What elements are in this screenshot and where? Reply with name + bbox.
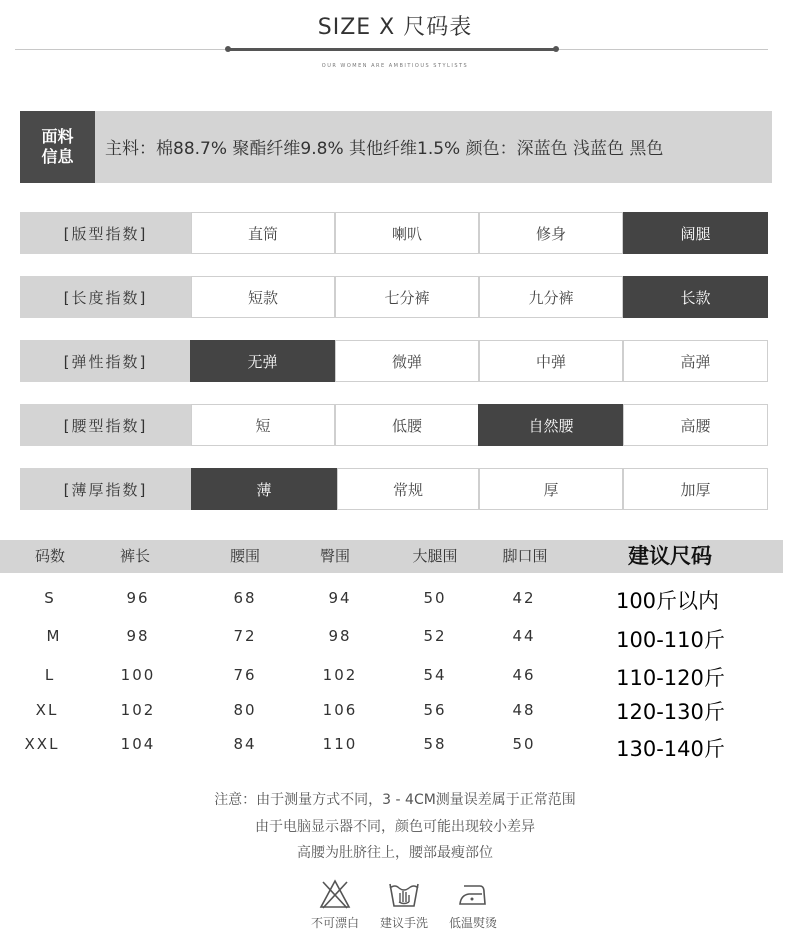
- index-label: [版型指数]: [20, 212, 191, 254]
- table-cell: 104: [120, 735, 156, 753]
- note-line: 注意：由于测量方式不同，3 - 4CM测量误差属于正常范围: [214, 792, 576, 808]
- hand-wash-icon: [387, 878, 421, 910]
- index-option[interactable]: 加厚: [623, 468, 768, 510]
- low-iron-icon: [456, 878, 490, 910]
- table-cell: 94: [328, 589, 352, 607]
- table-cell: 46: [512, 666, 536, 684]
- page-subtitle: OUR WOMEN ARE AMBITIOUS STYLISTS: [321, 63, 469, 69]
- index-option[interactable]: 无弹: [190, 340, 335, 382]
- table-cell: 98: [126, 627, 150, 645]
- table-cell: 110: [322, 735, 358, 753]
- table-cell: 72: [233, 627, 257, 645]
- fabric-label: [20, 111, 95, 183]
- table-cell: 96: [126, 589, 150, 607]
- index-option[interactable]: 喇叭: [335, 212, 479, 254]
- index-option[interactable]: 厚: [479, 468, 623, 510]
- index-option[interactable]: 薄: [191, 468, 337, 510]
- fabric-composition: 主料：棉88.7% 聚酯纤维9.8% 其他纤维1.5% 颜色：深蓝色 浅蓝色 黑色: [105, 139, 664, 159]
- note-line: 高腰为肚脐往上，腰部最瘦部位: [297, 845, 493, 861]
- index-option[interactable]: 阔腿: [623, 212, 768, 254]
- table-cell: 50: [423, 589, 447, 607]
- care-item-low-iron: [438, 878, 508, 931]
- fabric-label-line1: 面料: [41, 127, 74, 146]
- table-cell: 48: [512, 701, 536, 719]
- index-option[interactable]: 常规: [337, 468, 479, 510]
- size-table-header-cell: 建议尺码: [628, 544, 712, 568]
- table-cell: 52: [423, 627, 447, 645]
- table-cell: 84: [233, 735, 257, 753]
- table-cell: 98: [328, 627, 352, 645]
- size-table-header-cell: 裤长: [119, 547, 150, 565]
- recommended-size: 110-120斤: [616, 666, 725, 690]
- table-cell: 44: [512, 627, 536, 645]
- fabric-label-line2: 信息: [41, 147, 74, 166]
- table-cell: 100: [120, 666, 156, 684]
- size-table-header-cell: 脚口围: [502, 547, 548, 565]
- table-cell: 102: [322, 666, 358, 684]
- table-cell: 42: [512, 589, 536, 607]
- table-cell: 50: [512, 735, 536, 753]
- table-cell: 68: [233, 589, 257, 607]
- table-cell: XL: [35, 701, 59, 719]
- recommended-size: 100斤以内: [615, 589, 720, 613]
- index-option[interactable]: 自然腰: [478, 404, 624, 446]
- care-item-hand-wash: [369, 878, 439, 931]
- size-table-header-cell: 臀围: [319, 547, 350, 565]
- size-table-header-cell: 码数: [34, 547, 65, 565]
- care-label: 不可漂白: [310, 916, 359, 930]
- index-option[interactable]: 高弹: [623, 340, 768, 382]
- table-cell: L: [44, 666, 56, 684]
- table-cell: XXL: [24, 735, 60, 753]
- index-label: [腰型指数]: [20, 404, 191, 446]
- table-cell: 54: [423, 666, 447, 684]
- table-cell: 56: [423, 701, 447, 719]
- recommended-size: 120-130斤: [616, 700, 725, 724]
- title-underline: [228, 48, 556, 51]
- size-table-header-cell: 腰围: [229, 547, 260, 565]
- no-bleach-icon: [318, 878, 352, 910]
- index-option[interactable]: 直筒: [191, 212, 335, 254]
- table-cell: 106: [322, 701, 358, 719]
- index-label: [薄厚指数]: [20, 468, 191, 510]
- page-title: SIZE X 尺码表: [317, 15, 473, 40]
- index-option[interactable]: 低腰: [335, 404, 479, 446]
- recommended-size: 130-140斤: [616, 737, 725, 761]
- index-label: [长度指数]: [20, 276, 191, 318]
- care-label: 低温熨烫: [448, 916, 497, 930]
- table-cell: 102: [120, 701, 156, 719]
- table-cell: 76: [233, 666, 257, 684]
- index-option[interactable]: 短: [191, 404, 335, 446]
- index-option[interactable]: 短款: [191, 276, 335, 318]
- table-cell: 80: [233, 701, 257, 719]
- index-option[interactable]: 修身: [479, 212, 623, 254]
- care-label: 建议手洗: [379, 916, 428, 930]
- table-cell: 58: [423, 735, 447, 753]
- index-option[interactable]: 中弹: [479, 340, 623, 382]
- recommended-size: 100-110斤: [616, 628, 725, 652]
- index-option[interactable]: 九分裤: [479, 276, 623, 318]
- table-cell: M: [46, 627, 62, 645]
- index-option[interactable]: 微弹: [335, 340, 479, 382]
- index-option[interactable]: 长款: [623, 276, 768, 318]
- note-line: 由于电脑显示器不同，颜色可能出现较小差异: [255, 819, 535, 835]
- care-item-no-bleach: [300, 878, 370, 931]
- size-table-header-cell: 大腿围: [412, 547, 458, 565]
- index-label: [弹性指数]: [20, 340, 191, 382]
- table-cell: S: [44, 589, 56, 607]
- index-option[interactable]: 七分裤: [335, 276, 479, 318]
- index-option[interactable]: 高腰: [623, 404, 768, 446]
